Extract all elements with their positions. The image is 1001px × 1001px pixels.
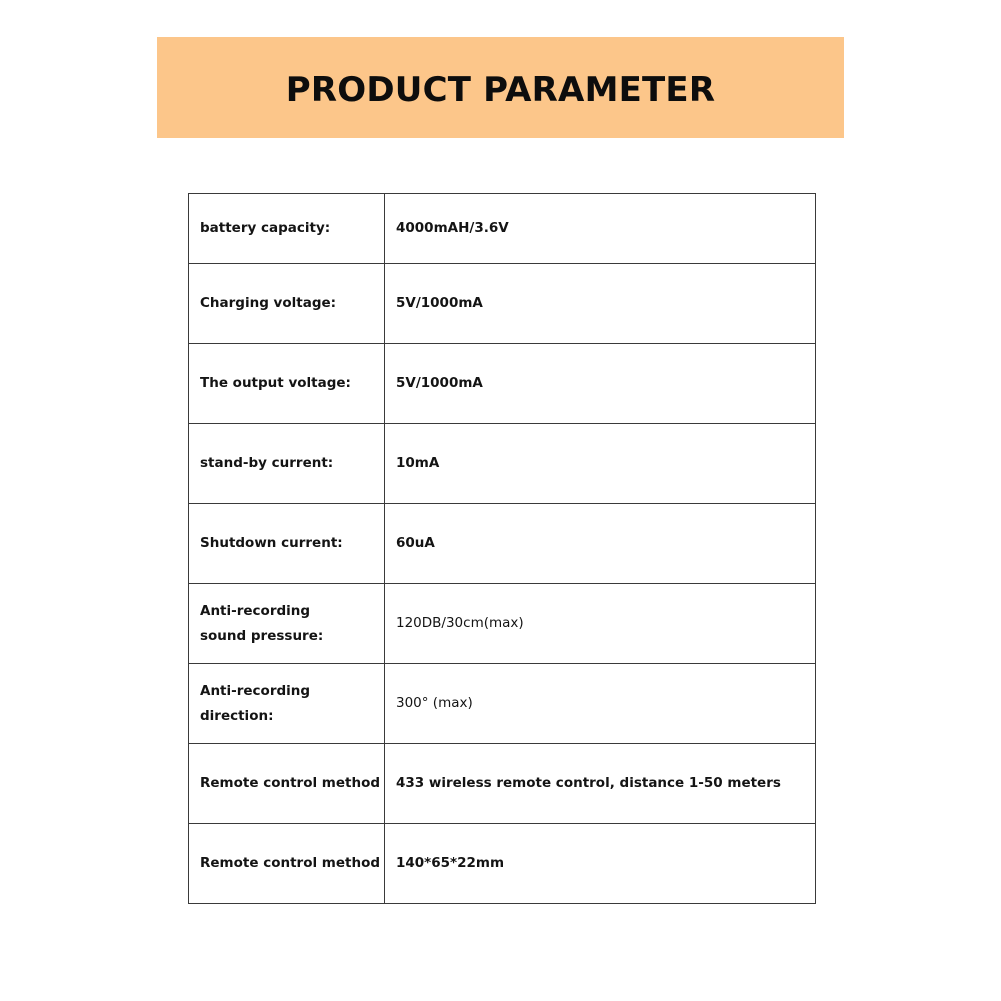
param-value: 5V/1000mA <box>385 344 816 424</box>
table-row <box>189 264 816 344</box>
param-value: 5V/1000mA <box>385 264 816 344</box>
param-label: Remote control method <box>189 744 385 824</box>
parameter-table <box>188 193 816 904</box>
param-label: Anti-recording sound pressure: <box>189 584 385 664</box>
table-row <box>189 424 816 504</box>
param-value: 120DB/30cm(max) <box>385 584 816 664</box>
table-row <box>189 664 816 744</box>
param-label: stand-by current: <box>189 424 385 504</box>
param-label: The output voltage: <box>189 344 385 424</box>
param-label: Shutdown current: <box>189 504 385 584</box>
table-row <box>189 344 816 424</box>
param-value: 4000mAH/3.6V <box>385 194 816 264</box>
param-value: 60uA <box>385 504 816 584</box>
param-label: Anti-recording direction: <box>189 664 385 744</box>
table-row <box>189 744 816 824</box>
param-label: Charging voltage: <box>189 264 385 344</box>
table-row <box>189 824 816 904</box>
table-row <box>189 194 816 264</box>
param-label: Remote control method <box>189 824 385 904</box>
header-banner <box>157 37 844 138</box>
table-row <box>189 584 816 664</box>
param-label: battery capacity: <box>189 194 385 264</box>
param-value: 140*65*22mm <box>385 824 816 904</box>
page-title: PRODUCT PARAMETER <box>285 69 716 110</box>
param-value: 300° (max) <box>385 664 816 744</box>
param-value: 433 wireless remote control, distance 1-50 meters <box>385 744 816 824</box>
table-row <box>189 504 816 584</box>
param-value: 10mA <box>385 424 816 504</box>
